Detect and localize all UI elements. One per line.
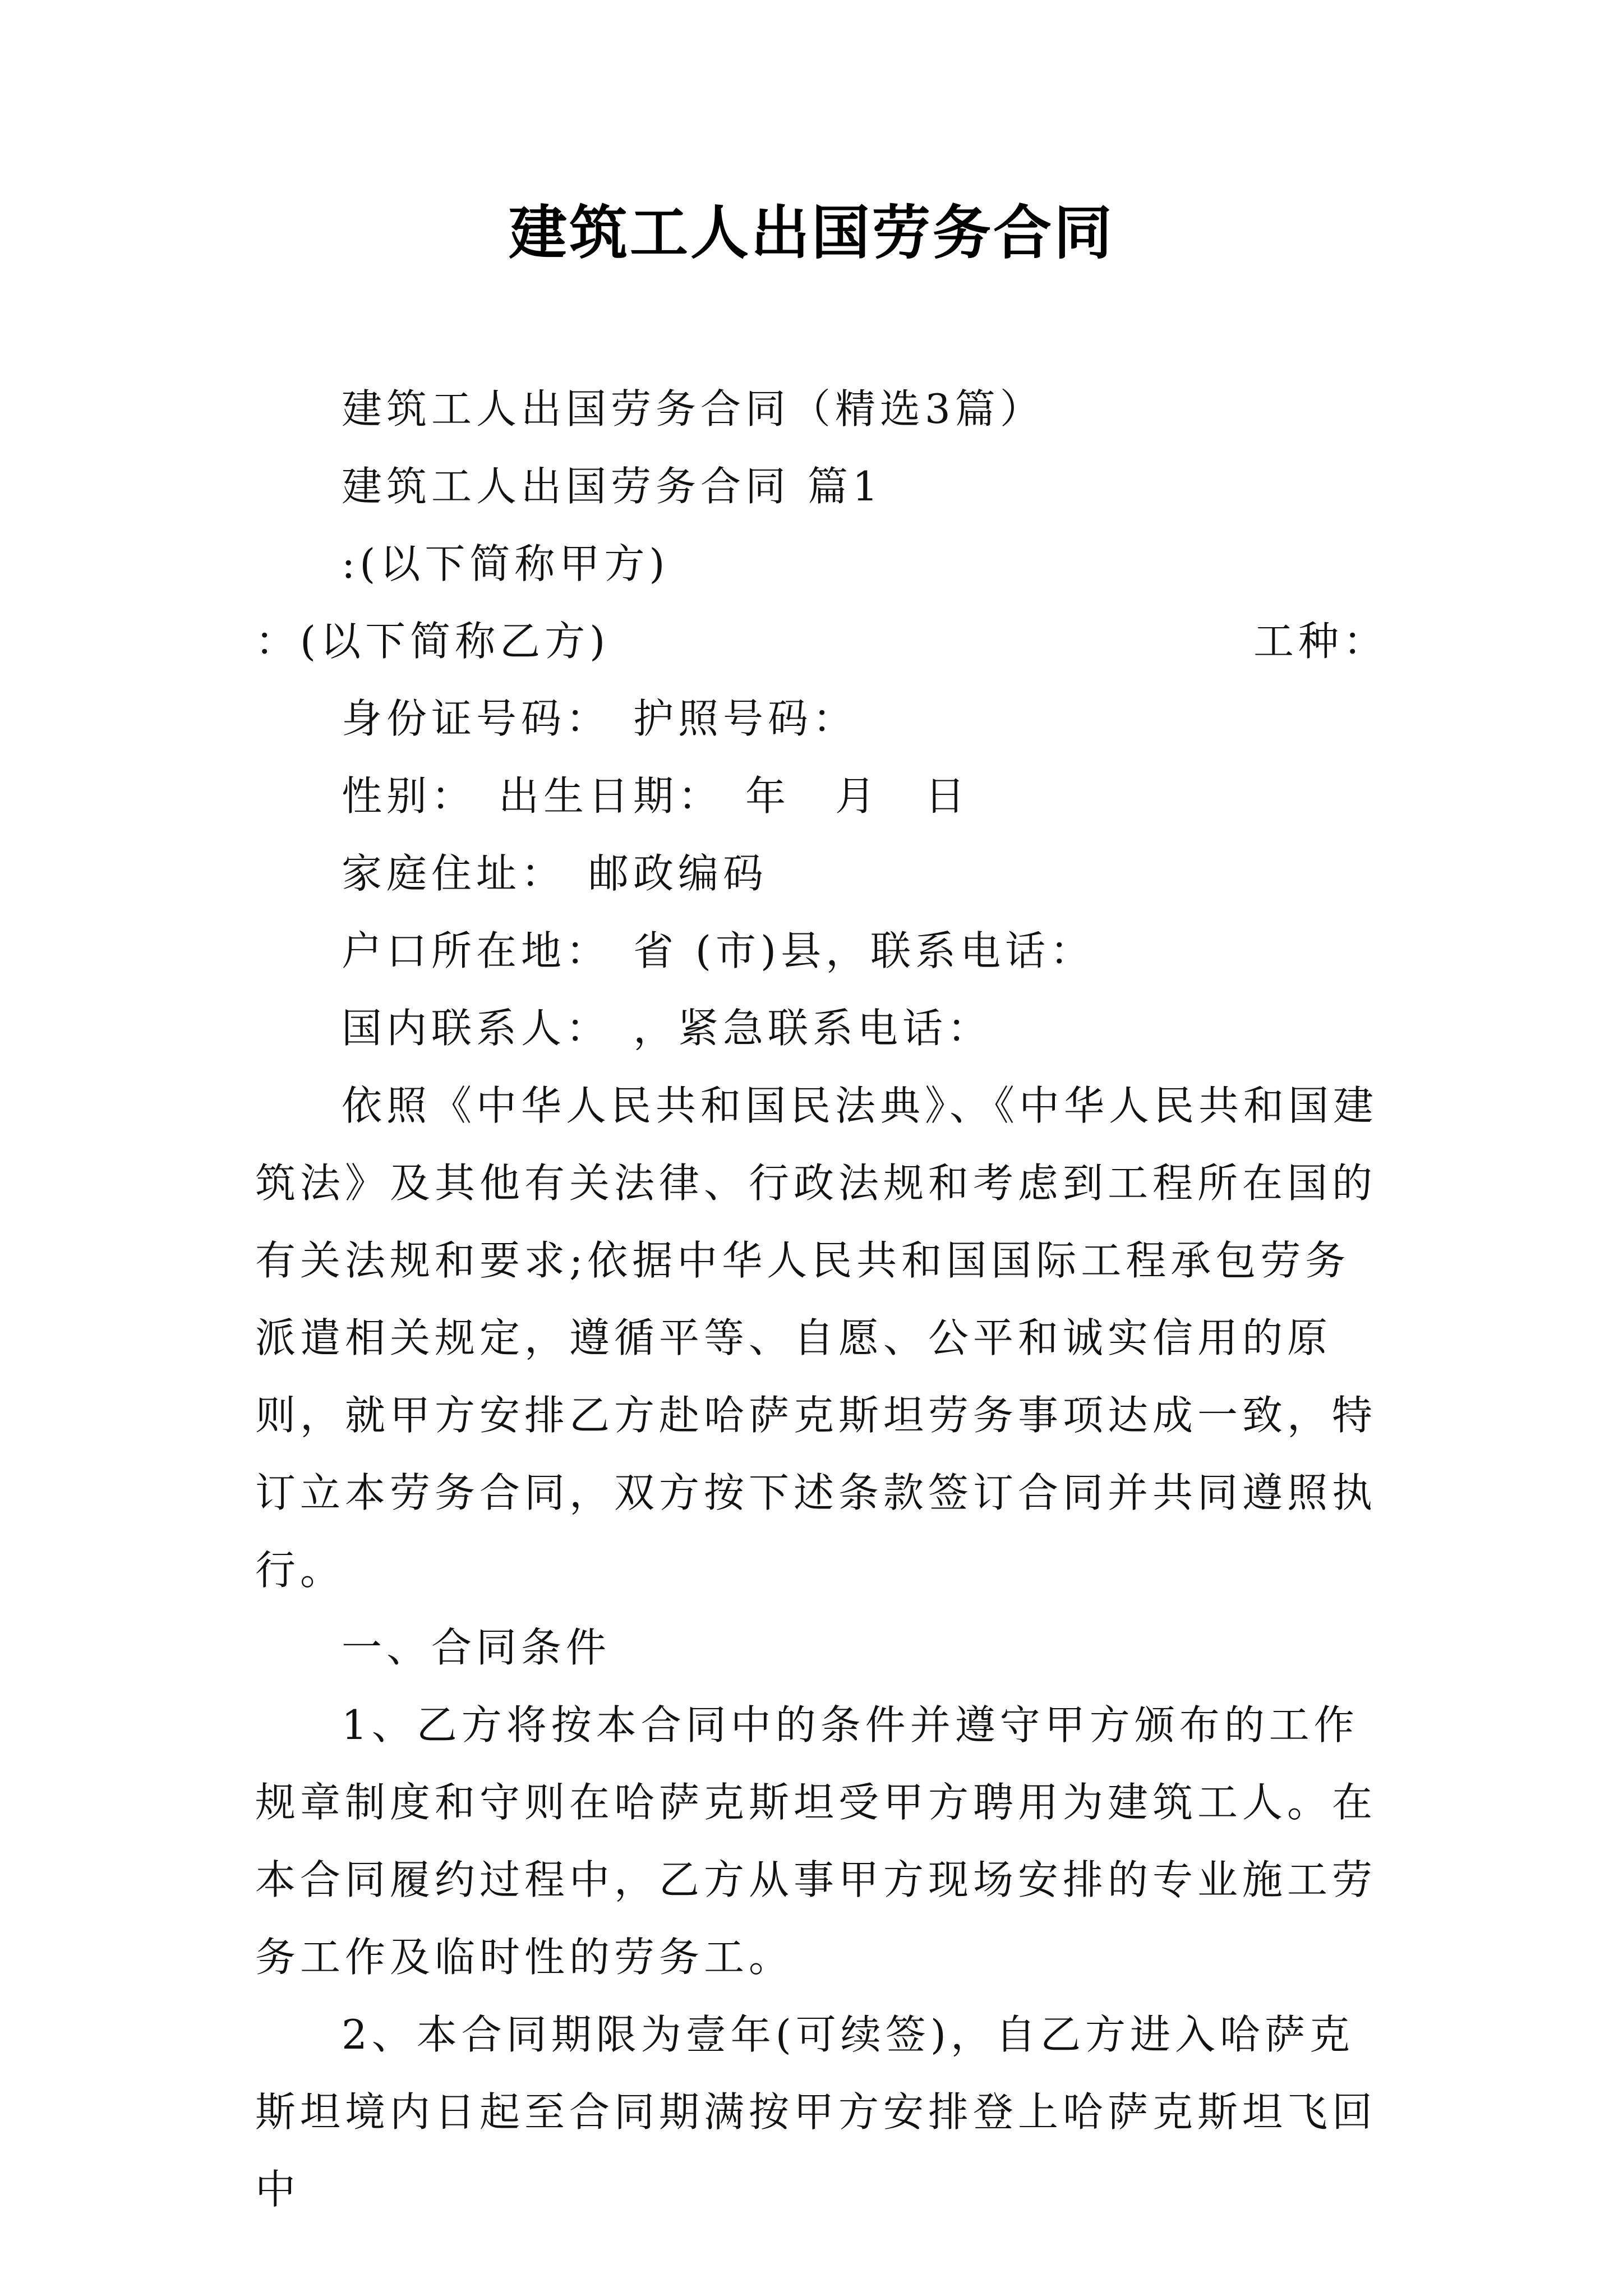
document-body bbox=[255, 370, 1388, 2228]
party-b-label: ：(以下简称乙方) bbox=[255, 618, 610, 665]
gender-birth-line bbox=[255, 757, 1388, 835]
birth-fields: 年 月 日 bbox=[745, 772, 970, 820]
section-heading: 建筑工人出国劳务合同 篇1 bbox=[342, 463, 883, 510]
household-fields: 省 (市)县，联系电话： bbox=[633, 927, 1095, 974]
household-line bbox=[255, 912, 1388, 990]
gender-label: 性别： bbox=[342, 772, 477, 820]
contact-line bbox=[255, 990, 1388, 1067]
id-passport-line bbox=[255, 680, 1388, 757]
clause-1-paragraph: 1、乙方将按本合同中的条件并遵守甲方颁布的工作规章制度和守则在哈萨克斯坦受甲方聘用为建筑工人。在本合同履约过程中，乙方从事甲方现场安排的专业施工劳务工作及临时性的劳务工。 bbox=[255, 1701, 1377, 1981]
work-type-label: 工种： bbox=[1253, 618, 1388, 665]
postcode-label: 邮政编码 bbox=[588, 850, 768, 897]
contact-label: 国内联系人： bbox=[342, 1005, 611, 1052]
id-label: 身份证号码： bbox=[342, 695, 611, 742]
document-title: 建筑工人出国劳务合同 bbox=[508, 199, 1114, 267]
address-line bbox=[255, 835, 1388, 912]
address-label: 家庭住址： bbox=[342, 850, 566, 897]
emergency-label: ，紧急联系电话： bbox=[633, 1005, 993, 1052]
section-one-heading: 一、合同条件 bbox=[342, 1624, 611, 1671]
passport-label: 护照号码： bbox=[633, 695, 858, 742]
clause-2-paragraph: 2、本合同期限为壹年(可续签)，自乙方进入哈萨克斯坦境内日起至合同期满按甲方安排登上哈萨克斯坦飞回中 bbox=[255, 2011, 1377, 2213]
household-label: 户口所在地： bbox=[342, 927, 611, 974]
party-a-line: :(以下简称甲方) bbox=[342, 540, 670, 587]
birth-label: 出生日期： bbox=[499, 772, 723, 820]
party-b-line bbox=[255, 602, 1388, 680]
preamble-paragraph: 依照《中华人民共和国民法典》、《中华人民共和国建筑法》及其他有关法律、行政法规和考虑到工程所在国的有关法规和要求;依据中华人民共和国国际工程承包劳务派遣相关规定，遵循平等、自愿、公平和诚实信用的原则，就甲方安排乙方赴哈萨克斯坦劳务事项达成一致，特订立本劳务合同，双方按下述条款签订合同并共同遵照执行。 bbox=[255, 1082, 1378, 1594]
subtitle-line: 建筑工人出国劳务合同（精选3篇） bbox=[342, 385, 1045, 432]
